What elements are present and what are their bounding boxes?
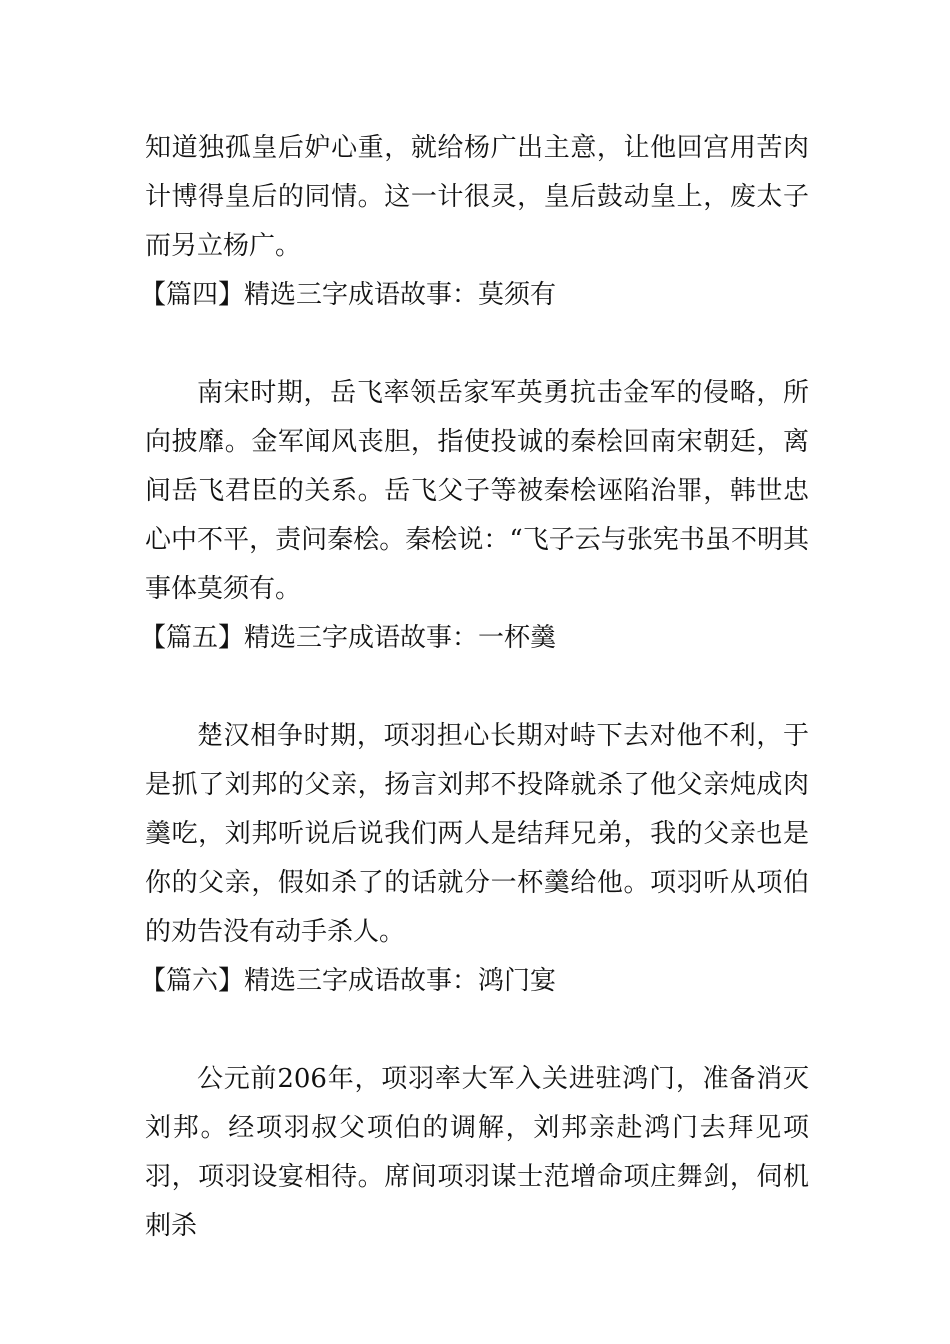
blank-line <box>145 663 809 712</box>
section-heading-hong-men-yan: 【篇六】精选三字成语故事：鸿门宴 <box>140 966 557 996</box>
document-body <box>140 124 809 1251</box>
paragraph-yang-guang-ending: 知道独孤皇后妒心重，就给杨广出主意，让他回宫用苦肉计博得皇后的同情。这一计很灵，皇后鼓动皇上，废太子而另立杨广。 <box>145 133 809 261</box>
paragraph-mo-xu-you: 南宋时期，岳飞率领岳家军英勇抗击金军的侵略，所向披靡。金军闻风丧胆，指使投诚的秦桧回南宋朝廷，离间岳飞君臣的关系。岳飞父子等被秦桧诬陷治罪，韩世忠心中不平，责问秦桧。秦桧说：“飞子云与张宪书虽不明其事体莫须有。 <box>145 378 809 604</box>
blank-line <box>145 320 809 369</box>
paragraph-yi-bei-geng: 楚汉相争时期，项羽担心长期对峙下去对他不利，于是抓了刘邦的父亲，扬言刘邦不投降就杀了他父亲炖成肉羹吃，刘邦听说后说我们两人是结拜兄弟，我的父亲也是你的父亲，假如杀了的话就分一杯羹给他。项羽听从项伯的劝告没有动手杀人。 <box>145 721 809 947</box>
section-heading-mo-xu-you: 【篇四】精选三字成语故事：莫须有 <box>140 280 557 310</box>
section-heading-yi-bei-geng: 【篇五】精选三字成语故事：一杯羹 <box>140 623 557 653</box>
paragraph-hong-men-yan: 公元前206年，项羽率大军入关进驻鸿门，准备消灭刘邦。经项羽叔父项伯的调解，刘邦亲赴鸿门去拜见项羽，项羽设宴相待。席间项羽谋士范增命项庄舞剑，伺机刺杀 <box>145 1064 809 1241</box>
blank-line <box>145 1006 809 1055</box>
